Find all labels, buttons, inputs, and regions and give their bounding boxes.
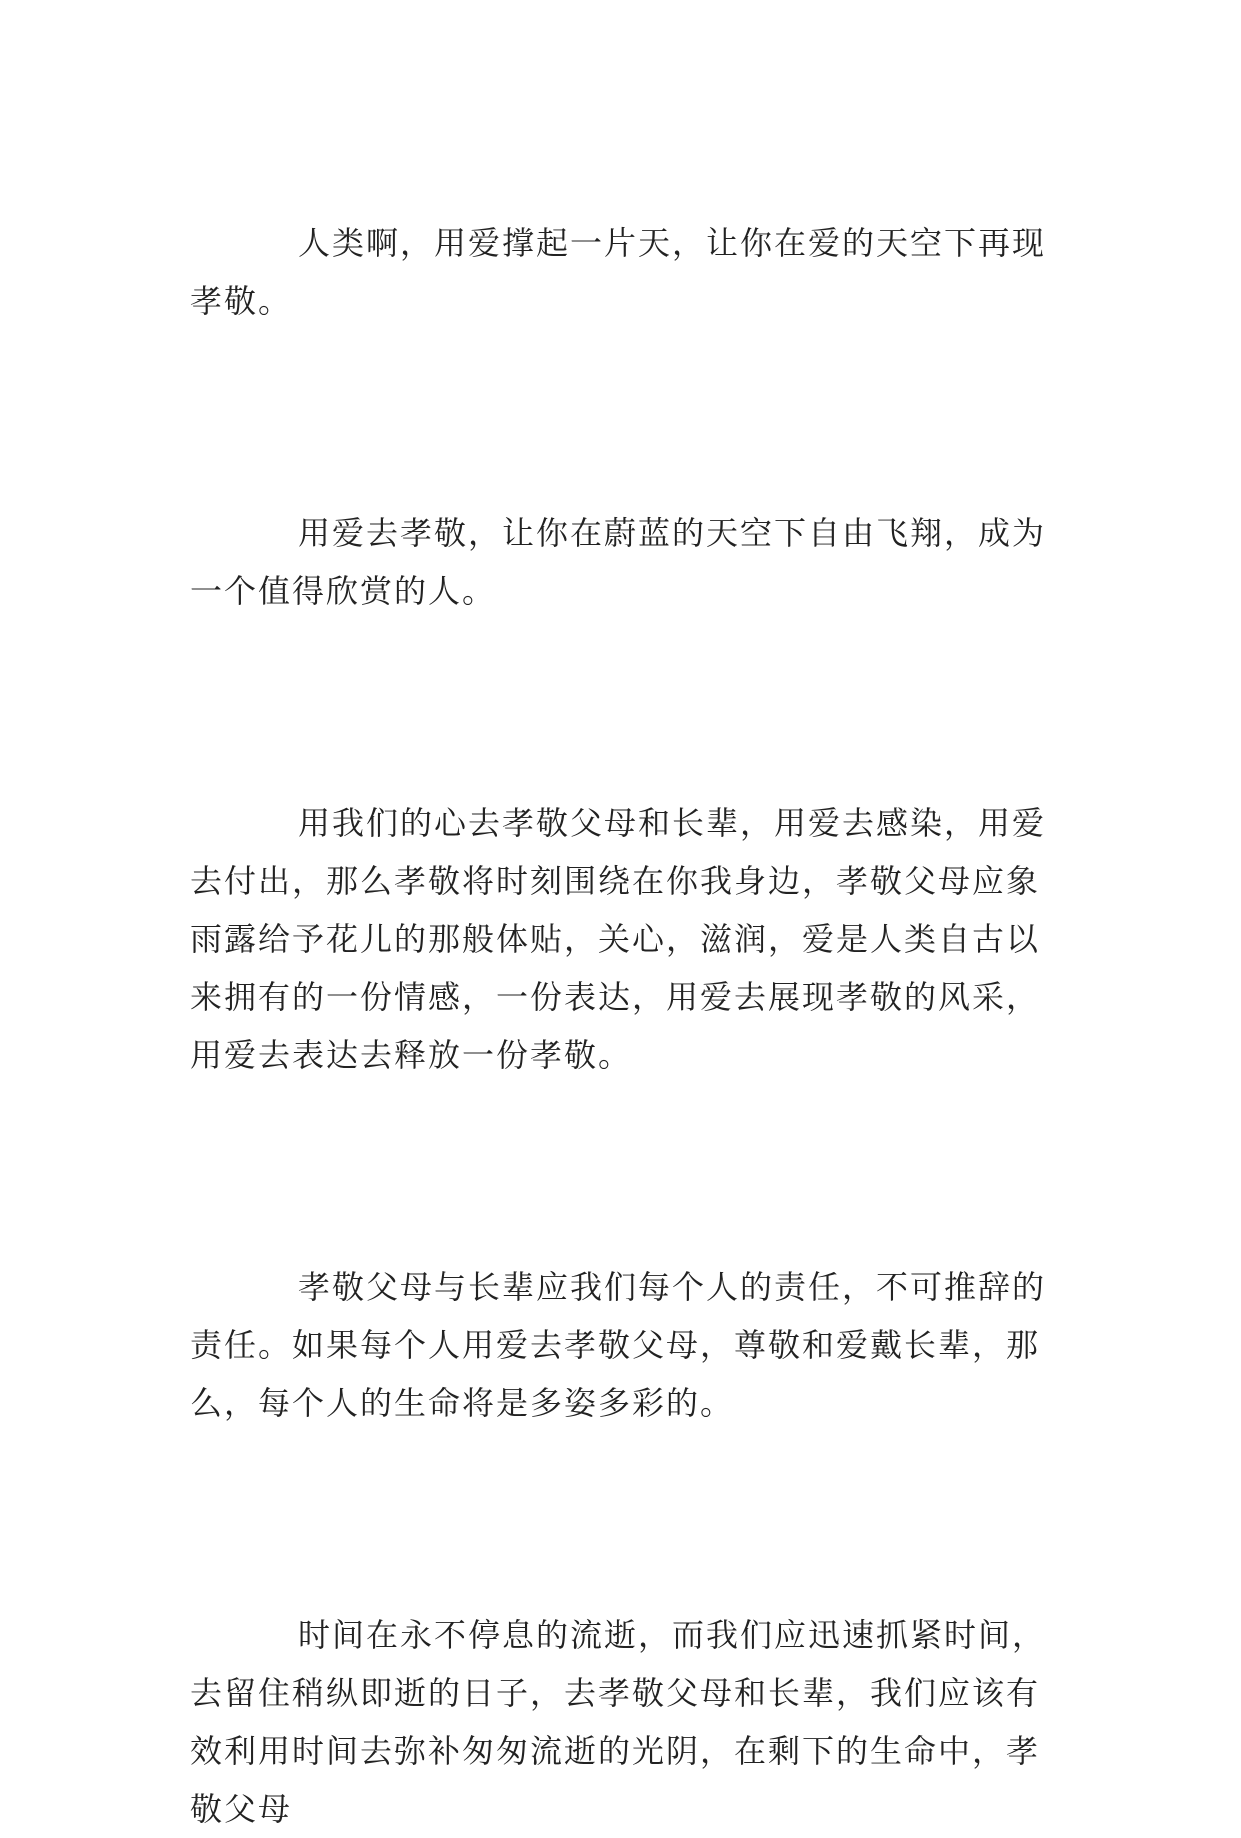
paragraph-1: 人类啊，用爱撑起一片天，让你在爱的天空下再现孝敬。 <box>190 224 1047 320</box>
paragraph-2: 用爱去孝敬，让你在蔚蓝的天空下自由飞翔，成为一个值得欣赏的人。 <box>190 514 1047 610</box>
paragraph-3: 用我们的心去孝敬父母和长辈，用爱去感染，用爱去付出，那么孝敬将时刻围绕在你我身边，孝敬父母应象雨露给予花儿的那般体贴，关心，滋润，爱是人类自古以来拥有的一份情感，一份表达，用爱去展现孝敬的风采，用爱去表达去释放一份孝敬。 <box>190 804 1047 1074</box>
paragraph-4: 孝敬父母与长辈应我们每个人的责任，不可推辞的责任。如果每个人用爱去孝敬父母，尊敬和爱戴长辈，那么，每个人的生命将是多姿多彩的。 <box>190 1268 1047 1422</box>
paragraph-5: 时间在永不停息的流逝，而我们应迅速抓紧时间，去留住稍纵即逝的日子，去孝敬父母和长辈，我们应该有效利用时间去弥补匆匆流逝的光阴，在剩下的生命中，孝敬父母 <box>190 1616 1047 1828</box>
document-body <box>190 214 1070 1838</box>
